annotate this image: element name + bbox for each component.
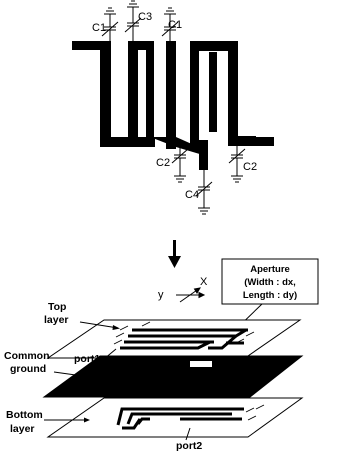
aperture-width: (Width : dx, (244, 277, 296, 288)
center-stem (199, 140, 208, 170)
meander-segment (190, 41, 199, 149)
c1-right-label: C1 (168, 19, 183, 31)
aperture-slot (190, 361, 212, 367)
c1-left-label: C1 (92, 22, 107, 34)
c3-label: C3 (138, 11, 153, 23)
top-layer-label-line2: layer (44, 314, 69, 326)
c2-right-label: C2 (243, 161, 258, 173)
common-ground-label-line2: ground (10, 363, 47, 375)
port1-label: port1 (74, 353, 101, 365)
c4-label: C4 (185, 189, 200, 201)
aperture-length: Length : dy) (242, 290, 298, 301)
aperture-title: Aperture (250, 264, 290, 275)
down-arrow-icon (168, 240, 181, 268)
meander-segment (146, 50, 154, 142)
meander-segment (128, 41, 154, 50)
c2-left-label: C2 (156, 157, 171, 169)
common-ground-label-line1: Common (4, 350, 50, 362)
feed-line-right (248, 137, 274, 146)
meander-segment (128, 41, 138, 141)
bottom-layer-label-line1: Bottom (6, 409, 43, 421)
meander-segment (166, 41, 176, 149)
top-layer-label-line1: Top (48, 301, 67, 313)
axes-icon (176, 288, 204, 302)
feed-line-left (72, 41, 100, 50)
meander-segment (100, 41, 111, 146)
resonator-schematic (72, 1, 274, 214)
meander-segment (209, 52, 217, 132)
layer-stack-diagram (4, 259, 318, 452)
port2-label: port2 (176, 440, 203, 452)
axis-x-label: X (200, 276, 208, 288)
capacitor-c2-left (172, 147, 188, 182)
axis-y-label: y (158, 289, 164, 301)
meander-segment (228, 41, 238, 145)
bottom-layer-label-line2: layer (10, 423, 35, 435)
bottom-layer-plate (48, 398, 302, 437)
